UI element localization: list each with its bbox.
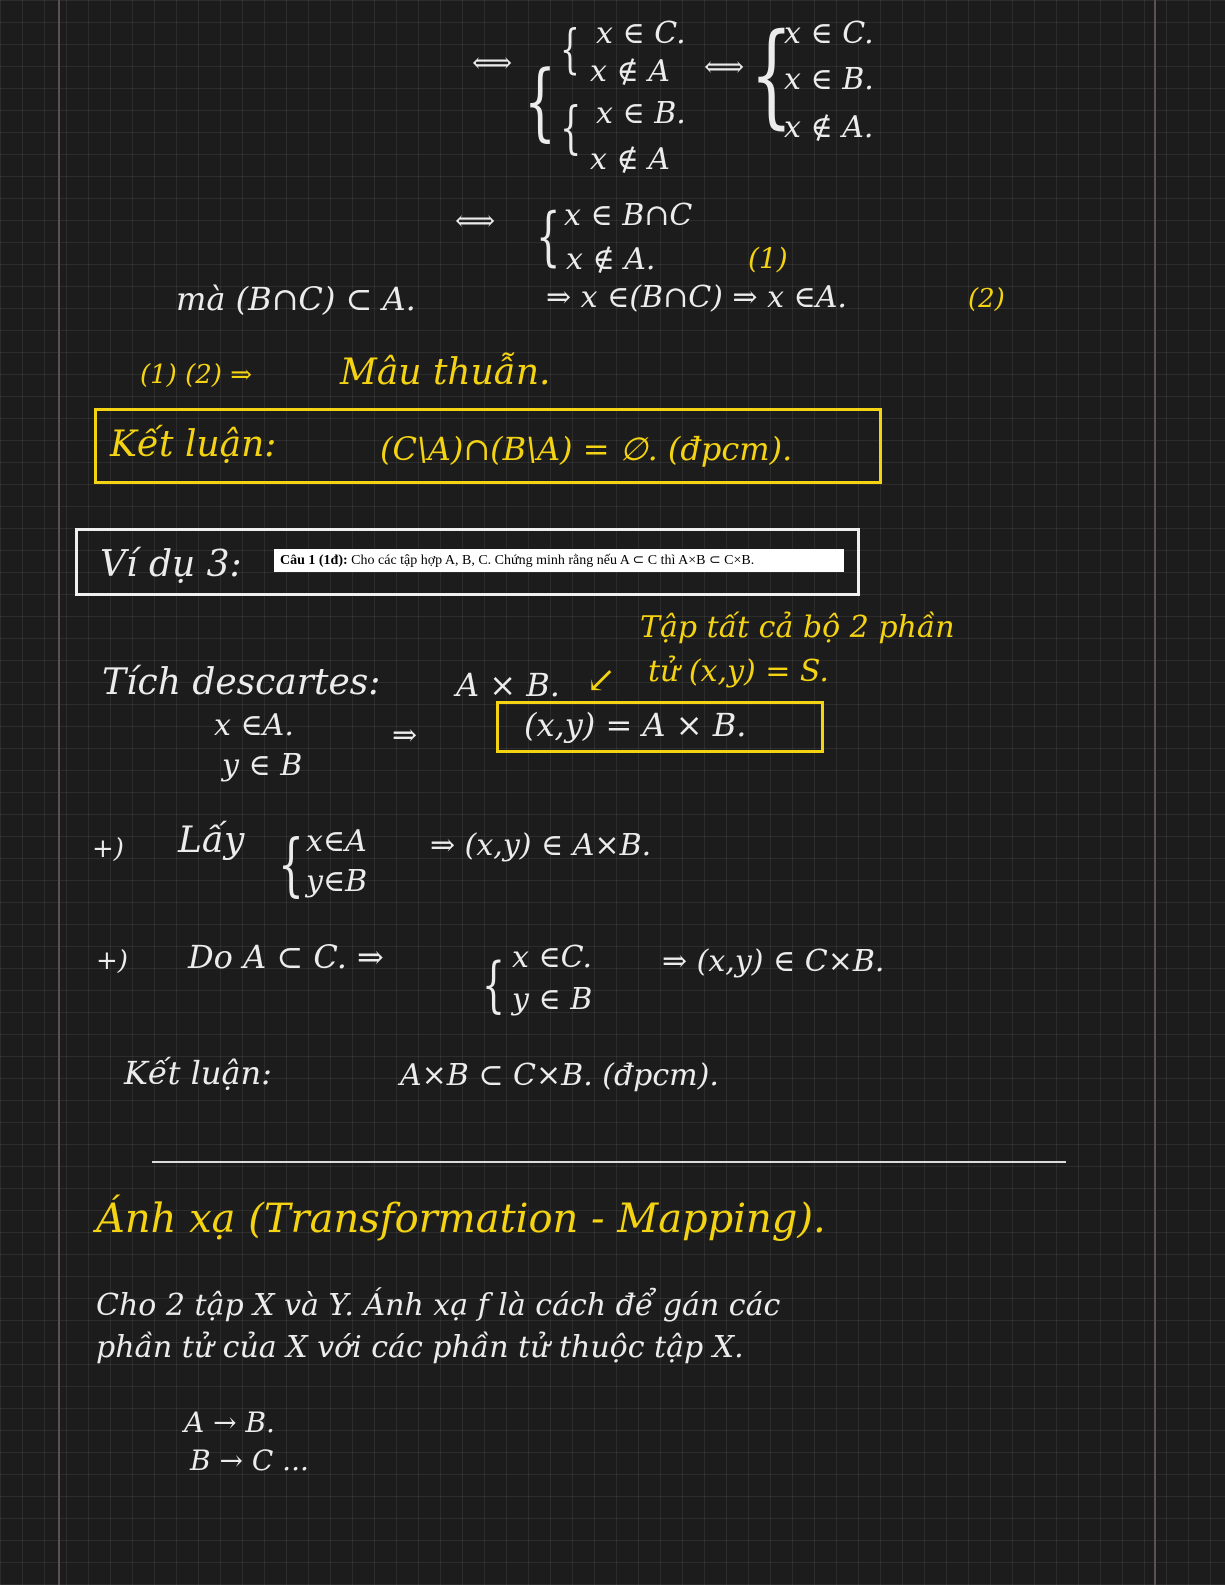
conclusion2-formula: A×B ⊂ C×B. (đpcm). xyxy=(400,1058,719,1093)
mapping-def-line1: Cho 2 tập X và Y. Ánh xạ f là cách để gán các xyxy=(96,1288,781,1323)
conclusion-label: Kết luận: xyxy=(110,424,277,465)
cartesian-yB: y ∈ B xyxy=(222,748,303,783)
cartesian-note-2: tử (x,y) = S. xyxy=(648,654,829,689)
left-margin-line xyxy=(58,0,60,1585)
cartesian-boxed: (x,y) = A × B. xyxy=(524,706,747,744)
cartesian-note-1: Tập tất cả bộ 2 phần xyxy=(640,610,955,645)
cartesian-label: Tích descartes: xyxy=(102,662,381,703)
mapping-example-1: A → B. xyxy=(184,1406,275,1439)
right-margin-line xyxy=(1154,0,1156,1585)
block1-right-notA: x ∉ A. xyxy=(784,110,874,145)
contradiction-text: Mâu thuẫn. xyxy=(340,352,551,393)
step1-result: ⇒ (x,y) ∈ A×B. xyxy=(430,828,652,863)
tag-1: (1) xyxy=(748,242,788,275)
step1-brace: { xyxy=(278,826,304,905)
step2-l2: y ∈ B xyxy=(512,982,593,1017)
step1-l1: x∈A xyxy=(306,824,367,859)
step2-bullet: +) xyxy=(96,946,128,976)
section-divider xyxy=(152,1161,1066,1163)
ma-statement: mà (B∩C) ⊂ A. xyxy=(176,280,416,318)
mapping-title: Ánh xạ (Transformation - Mapping). xyxy=(96,1196,826,1242)
block2-line2: x ∉ A. xyxy=(566,242,656,277)
printed-question xyxy=(274,549,844,572)
tag-2: (2) xyxy=(968,284,1005,314)
block2-line1: x ∈ B∩C xyxy=(564,198,693,233)
cartesian-expr: A × B. xyxy=(456,666,560,704)
step2-result: ⇒ (x,y) ∈ C×B. xyxy=(662,944,885,979)
block1-top-c: x ∈ C. xyxy=(596,16,686,51)
question-prefix: Câu 1 (1đ): xyxy=(280,553,348,568)
block1-mid-b: x ∈ B. xyxy=(596,96,686,131)
inner-brace-top: { xyxy=(560,20,580,80)
curved-arrow-icon: ↙ xyxy=(586,660,617,701)
step1-bullet: +) xyxy=(92,834,124,864)
inner-brace-bottom: { xyxy=(560,96,582,161)
iff-symbol: ⟺ xyxy=(704,50,745,83)
step2-text: Do A ⊂ C. ⇒ xyxy=(188,938,384,976)
example-label: Ví dụ 3: xyxy=(100,544,242,585)
contradiction-refs: (1) (2) ⇒ xyxy=(140,360,252,390)
mapping-def-line2: phần tử của X với các phần tử thuộc tập X. xyxy=(96,1330,744,1365)
ma-implication: ⇒ x ∈(B∩C) ⇒ x ∈A. xyxy=(546,280,847,315)
block2-brace: { xyxy=(536,200,561,274)
conclusion-formula: (C\A)∩(B\A) = ∅. (đpcm). xyxy=(380,430,793,468)
cartesian-arrow: ⇒ xyxy=(392,718,418,753)
right-brace: { xyxy=(750,10,793,140)
block1-mid-notA: x ∉ A xyxy=(590,142,670,177)
step2-brace: { xyxy=(482,950,505,1020)
step1-word: Lấy xyxy=(178,820,245,861)
block1-right-c: x ∈ C. xyxy=(784,16,874,51)
block1-top-notA: x ∉ A xyxy=(590,54,670,89)
iff-symbol: ⟺ xyxy=(472,46,513,79)
block1-right-b: x ∈ B. xyxy=(784,62,874,97)
step2-l1: x ∈C. xyxy=(512,940,593,975)
cartesian-xA: x ∈A. xyxy=(214,708,294,743)
step1-l2: y∈B xyxy=(306,864,368,899)
outer-brace: { xyxy=(524,52,557,150)
question-body: Cho các tập hợp A, B, C. Chứng minh rằng nếu A ⊂ C thì A×B ⊂ C×B. xyxy=(351,553,755,568)
mapping-example-2: B → C ... xyxy=(190,1444,309,1477)
conclusion2-label: Kết luận: xyxy=(124,1054,272,1092)
iff-symbol: ⟺ xyxy=(455,204,496,237)
